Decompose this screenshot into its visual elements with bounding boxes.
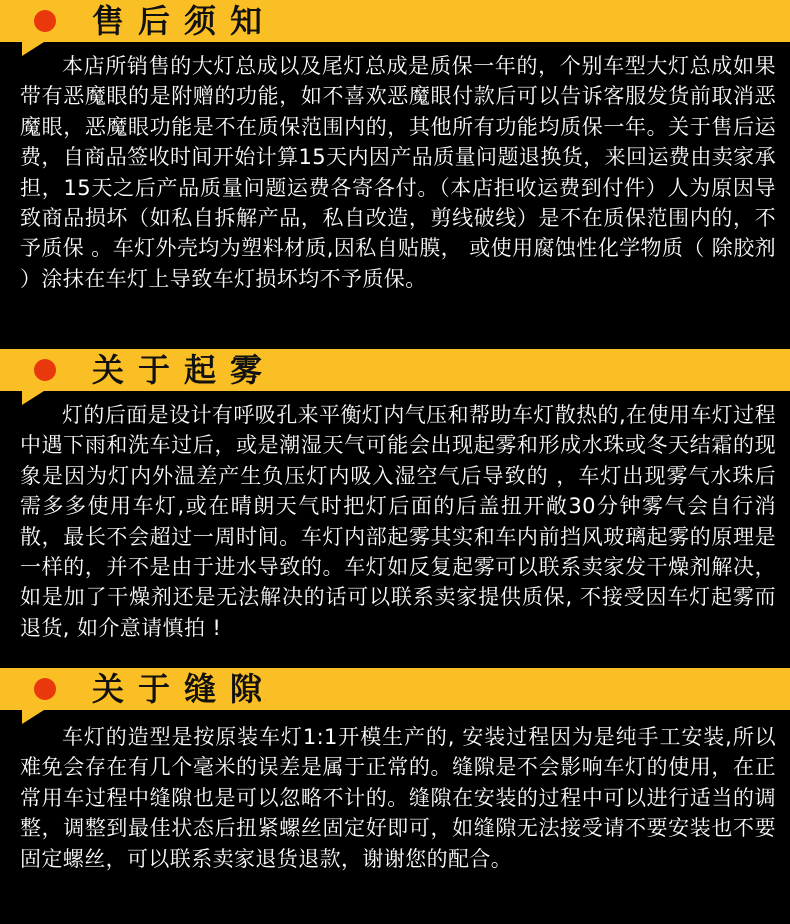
bullet-dot-icon [34, 359, 56, 381]
section-2-body: 灯的后面是设计有呼吸孔来平衡灯内气压和帮助车灯散热的,在使用车灯过程中遇下雨和洗车过后，或是潮湿天气可能会出现起雾和形成水珠或冬天结霜的现象是因为灯内外温差产生负压灯内吸入湿空气后导致的 ，车灯出现雾气水珠后需多多使用车灯,或在晴朗天气时把灯后面的后盖扭开敞30分钟雾气会自行消散，最长不会超过一周时间。车灯内部起雾其实和车内前挡风玻璃起雾的原理是一样的，并不是由于进水导致的。车灯如反复起雾可以联系卖家发干燥剂解决，如是加了干燥剂还是无法解决的话可以联系卖家提供质保, 不接受因车灯起雾而退货, 如介意请慎拍 ! [20, 403, 776, 640]
section-2-title: 关于起雾 [92, 351, 277, 389]
section-1-title: 售后须知 [92, 2, 277, 40]
bullet-dot-icon [34, 10, 56, 32]
section-3-body: 车灯的造型是按原装车灯1:1开模生产的, 安装过程因为是纯手工安装,所以难免会存在有几个毫米的误差是属于正常的。缝隙是不会影响车灯的使用，在正常用车过程中缝隙也是可以忽略不计的。缝隙在安装的过程中可以进行适当的调整，调整到最佳状态后扭紧螺丝固定好即可，如缝隙无法接受请不要安装也不要固定螺丝，可以联系卖家退货退款，谢谢您的配合。 [20, 725, 776, 871]
section-3-title: 关于缝隙 [92, 670, 277, 708]
section-1-body: 本店所销售的大灯总成以及尾灯总成是质保一年的，个别车型大灯总成如果带有恶魔眼的是附赠的功能，如不喜欢恶魔眼付款后可以告诉客服发货前取消恶魔眼，恶魔眼功能是不在质保范围内的，其他所有功能均质保一年。关于售后运费，自商品签收时间开始计算15天内因产品质量问题退换货，来回运费由卖家承担，15天之后产品质量问题运费各寄各付。（本店拒收运费到付件）人为原因导致商品损坏（如私自拆解产品，私自改造，剪线破线）是不在质保范围内的，不予质保 。车灯外壳均为塑料材质,因私自贴膜， 或使用腐蚀性化学物质（ 除胶剂 ）涂抹在车灯上导致车灯损坏均不予质保。 [20, 54, 776, 291]
bullet-dot-icon [34, 678, 56, 700]
